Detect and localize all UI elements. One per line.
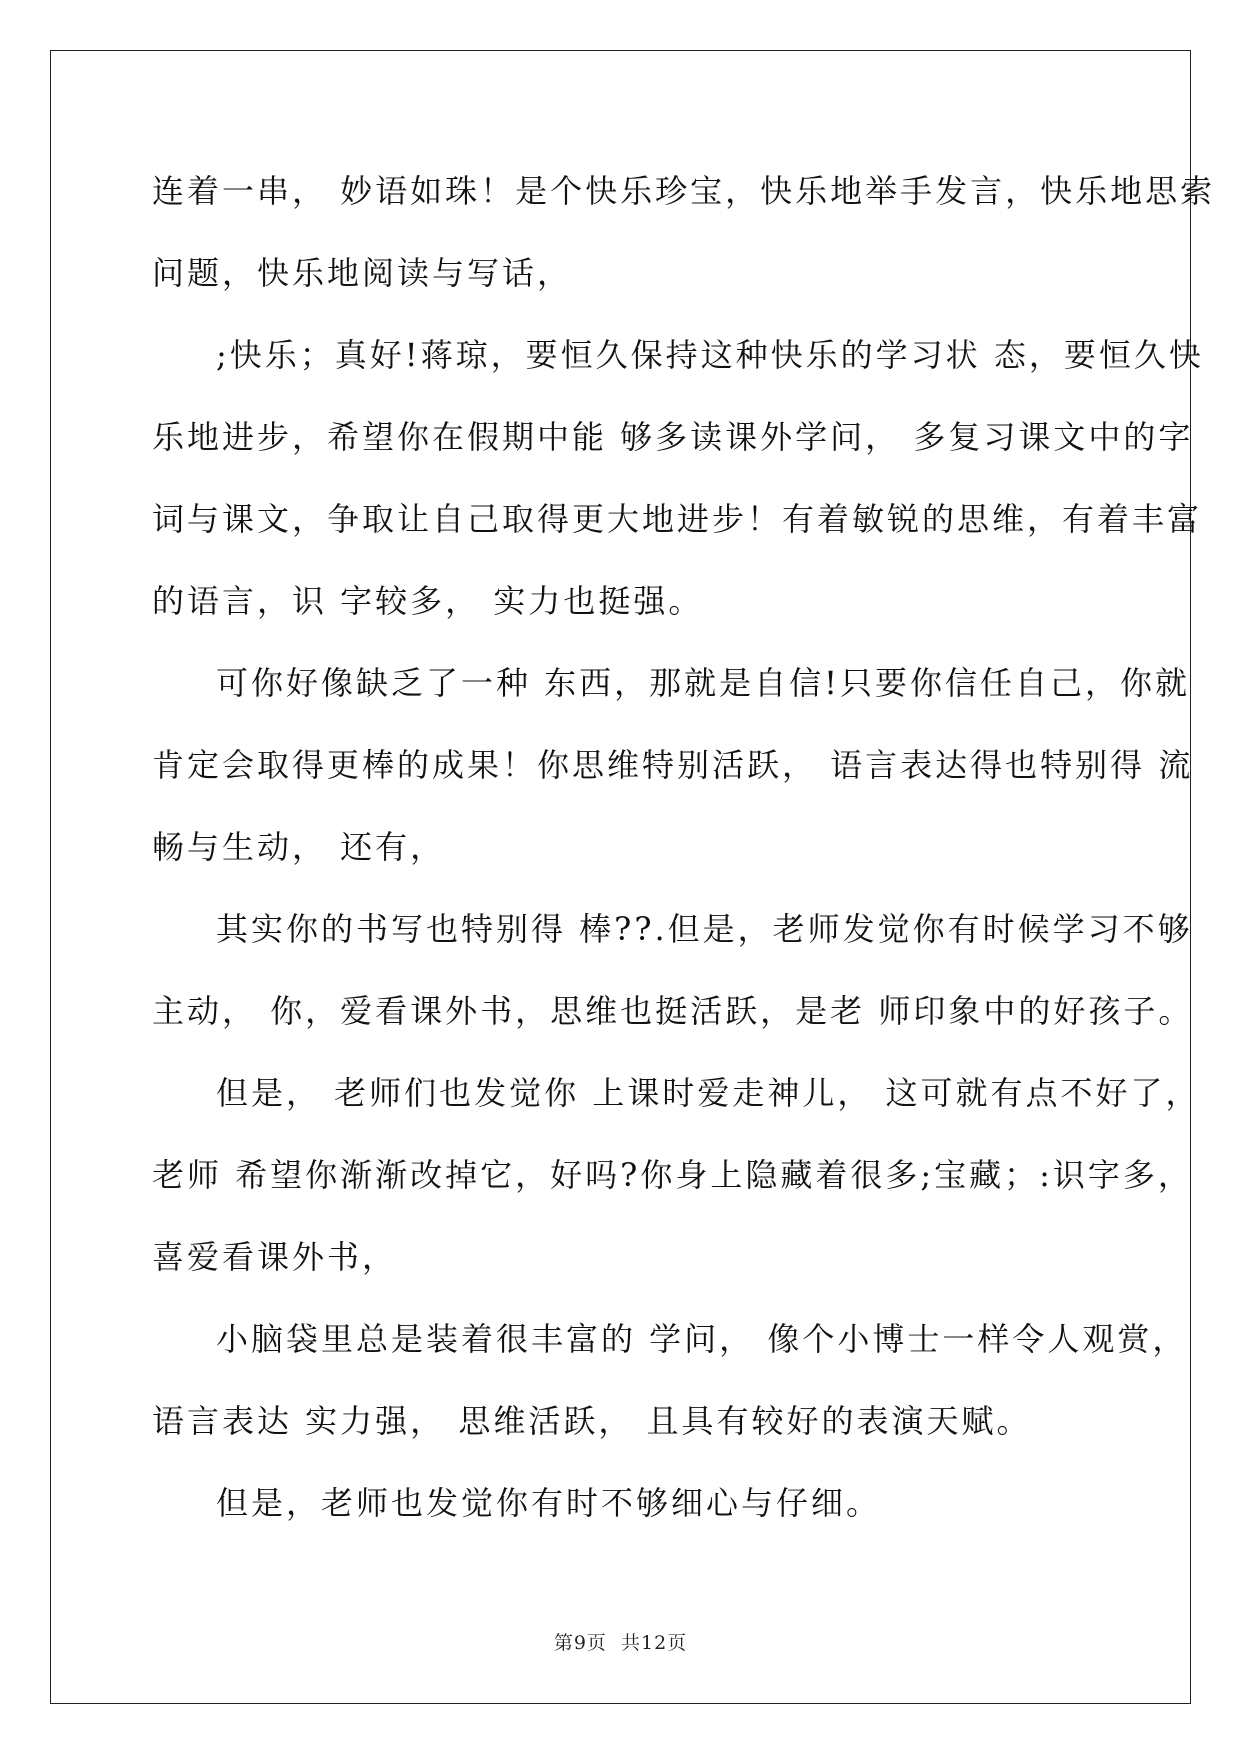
text-line: 连着一串， 妙语如珠！是个快乐珍宝，快乐地举手发言，快乐地思索 [152, 172, 1216, 210]
document-body [152, 165, 1216, 1559]
text-line: 乐地进步，希望你在假期中能 够多读课外学问， 多复习课文中的字 [152, 418, 1194, 456]
text-line: 其实你的书写也特别得 棒??.但是，老师发觉你有时候学习不够 [216, 910, 1193, 948]
text-line: 但是， 老师们也发觉你 上课时爱走神儿， 这可就有点不好了， [216, 1074, 1201, 1112]
text-line: 喜爱看课外书， [152, 1238, 398, 1276]
text-line: 可你好像缺乏了一种 东西，那就是自信!只要你信任自己，你就 [216, 664, 1191, 702]
text-line: 肯定会取得更棒的成果！你思维特别活跃， 语言表达得也特别得 流 [152, 746, 1194, 784]
text-line: 小脑袋里总是装着很丰富的 学问， 像个小博士一样令人观赏， [216, 1320, 1188, 1358]
text-line: 的语言，识 字较多， 实力也挺强。 [152, 582, 704, 620]
text-line: 主动， 你，爱看课外书，思维也挺活跃，是老 师印象中的好孩子。 [152, 992, 1194, 1030]
text-line: 语言表达 实力强， 思维活跃， 且具有较好的表演天赋。 [152, 1402, 1032, 1440]
text-line: 畅与生动， 还有， [152, 828, 446, 866]
text-line: 词与课文，争取让自己取得更大地进步！有着敏锐的思维，有着丰富 [152, 500, 1203, 538]
text-line: 但是，老师也发觉你有时不够细心与仔细。 [216, 1484, 882, 1522]
text-line: 老师 希望你渐渐改掉它，好吗?你身上隐藏着很多;宝藏；:识字多， [152, 1156, 1193, 1194]
text-line: 问题，快乐地阅读与写话， [152, 254, 573, 292]
page-number-footer: 第9页 共12页 [553, 1632, 688, 1654]
text-line: ;快乐；真好!蒋琼，要恒久保持这种快乐的学习状 态，要恒久快 [216, 336, 1204, 374]
